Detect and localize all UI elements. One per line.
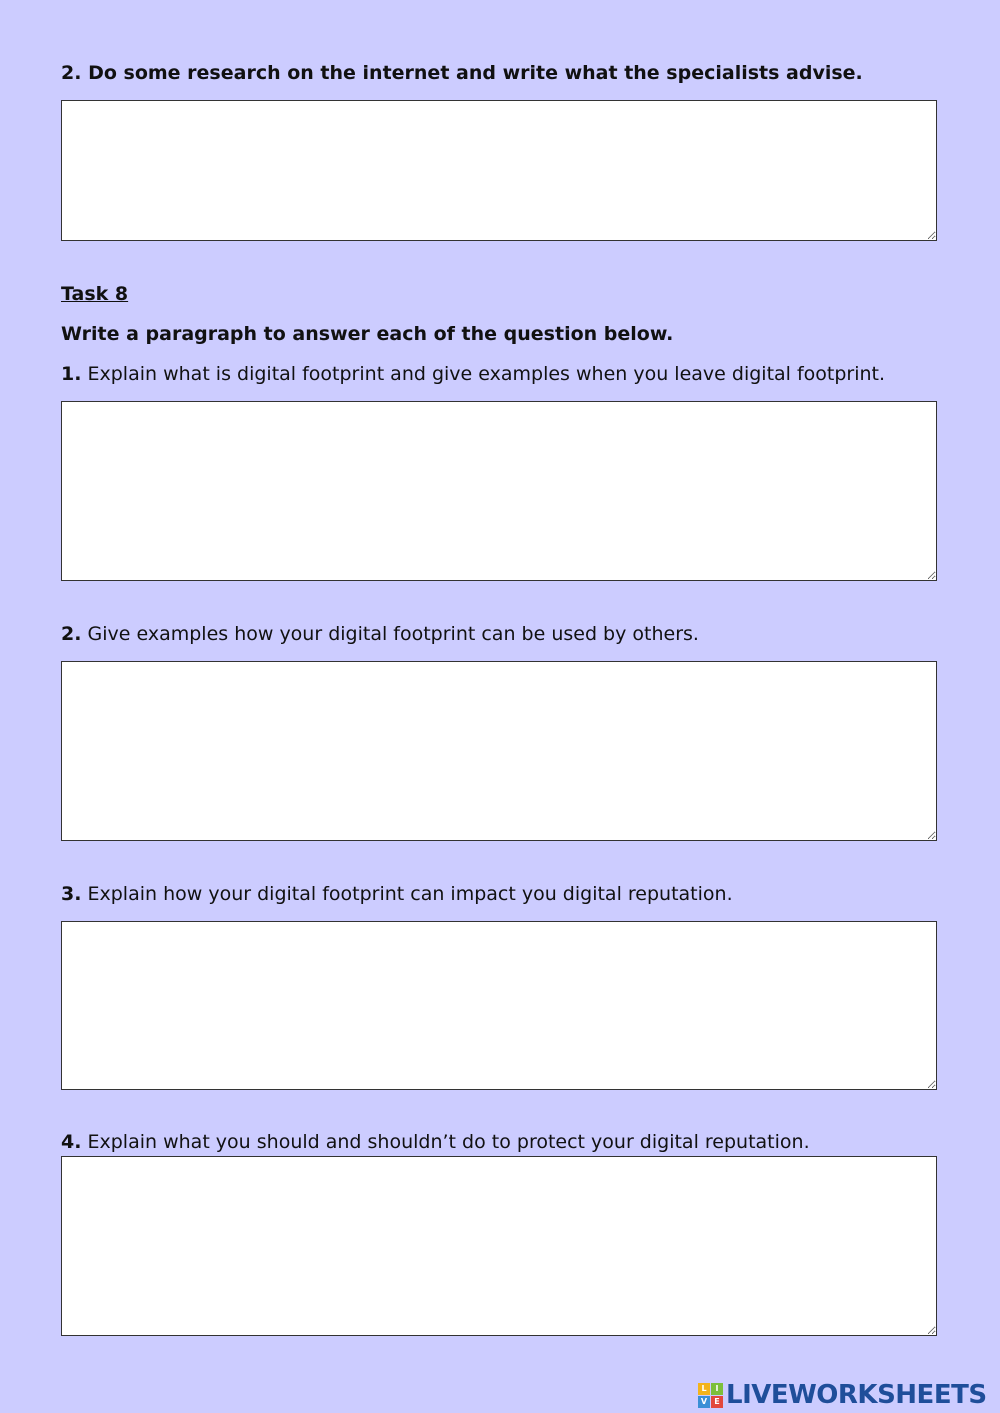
question-1-text: Explain what is digital footprint and give examples when you leave digital footprint. — [87, 363, 886, 385]
question-1 — [61, 362, 885, 386]
answer-box-4[interactable] — [61, 1156, 937, 1336]
question-3-number: 3. — [61, 883, 82, 905]
question-top-text: Do some research on the internet and write what the specialists advise. — [88, 62, 863, 84]
liveworksheets-logo — [698, 1380, 987, 1410]
task-instruction: Write a paragraph to answer each of the question below. — [61, 323, 674, 345]
answer-box-1[interactable] — [61, 401, 937, 581]
question-4 — [61, 1130, 810, 1154]
question-top — [61, 61, 863, 85]
question-4-text: Explain what you should and shouldn’t do to protect your digital reputation. — [87, 1131, 810, 1153]
question-3-text: Explain how your digital footprint can impact you digital reputation. — [87, 883, 733, 905]
question-4-number: 4. — [61, 1131, 82, 1153]
answer-box-3[interactable] — [61, 921, 937, 1090]
logo-mark-letter: L — [698, 1383, 710, 1395]
task-heading: Task 8 — [61, 283, 129, 305]
logo-mark-letter: V — [698, 1396, 710, 1408]
logo-mark-letter: I — [711, 1383, 723, 1395]
logo-mark-letter: E — [711, 1396, 723, 1408]
question-1-number: 1. — [61, 363, 82, 385]
question-2 — [61, 622, 699, 646]
question-3 — [61, 882, 733, 906]
liveworksheets-logo-text: LIVEWORKSHEETS — [726, 1380, 987, 1410]
answer-box-2[interactable] — [61, 661, 937, 841]
question-top-number: 2. — [61, 62, 82, 84]
question-2-number: 2. — [61, 623, 82, 645]
question-2-text: Give examples how your digital footprint can be used by others. — [87, 623, 699, 645]
answer-box-research[interactable] — [61, 100, 937, 241]
liveworksheets-logo-mark — [698, 1383, 723, 1408]
